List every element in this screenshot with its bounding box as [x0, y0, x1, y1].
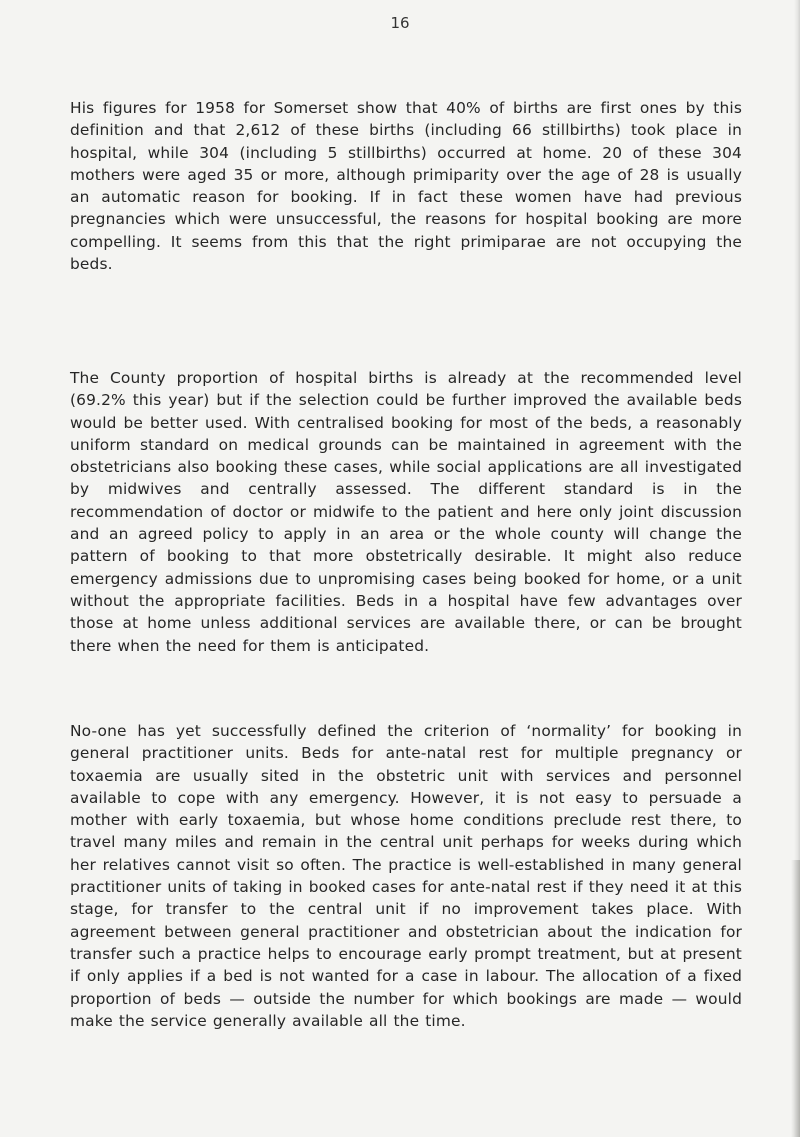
page-number: 16	[390, 14, 410, 32]
paragraph-1	[70, 97, 742, 275]
paragraph-2	[70, 367, 742, 657]
paragraph-text: No-one has yet successfully defined the criterion of ‘normality’ for booking in general practitioner units. Beds for ante-natal rest for multiple pregnancy or toxaemia are usually sited in the obstetric unit with services and personnel available to cope with any emergency. However, it is not easy to persuade a mother with early toxaemia, but whose home conditions preclude rest there, to travel many miles and remain in the central unit perhaps for weeks during which her relatives cannot visit so often. The practice is well-established in many general practitioner units of taking in booked cases for ante-natal rest if they need it at this stage, for transfer to the central unit if no improvement takes place. With agreement between general practitioner and obstetrician about the indication for transfer such a practice helps to encourage early prompt treatment, but at present if only applies if a bed is not wanted for a case in labour. The allocation of a fixed proportion of beds — outside the number for which bookings are made — would make the service generally available all the time.	[70, 722, 742, 1030]
paragraph-text: His figures for 1958 for Somerset show that 40% of births are first ones by this definition and that 2,612 of these births (including 66 stillbirths) took place in hospital, while 304 (including 5 stillbirths) occurred at home. 20 of these 304 mothers were aged 35 or more, although primiparity over the age of 28 is usually an automatic reason for booking. If in fact these women have had previous pregnancies which were unsuccessful, the reasons for hospital booking are more compelling. It seems from this that the right primiparae are not occupying the beds.	[70, 99, 742, 274]
paragraph-3	[70, 720, 742, 1032]
paragraph-text: The County proportion of hospital births is already at the recommended level (69.2% this year) but if the selection could be further improved the available beds would be better used. With centralised booking for most of the beds, a reasonably uniform standard on medical grounds can be maintained in agreement with the obstetricians also booking these cases, while social applications are all investigated by midwives and centrally assessed. The different standard is in the recommendation of doctor or midwife to the patient and here only joint discussion and an agreed policy to apply in an area or the whole county will change the pattern of booking to that more obstetrically desirable. It might also reduce emergency admissions due to unpromising cases being booked for home, or a unit without the appropriate facilities. Beds in a hospital have few advantages over those at home unless additional services are available there, or can be brought there when the need for them is anticipated.	[70, 369, 742, 655]
page-edge-shadow	[791, 860, 800, 1137]
